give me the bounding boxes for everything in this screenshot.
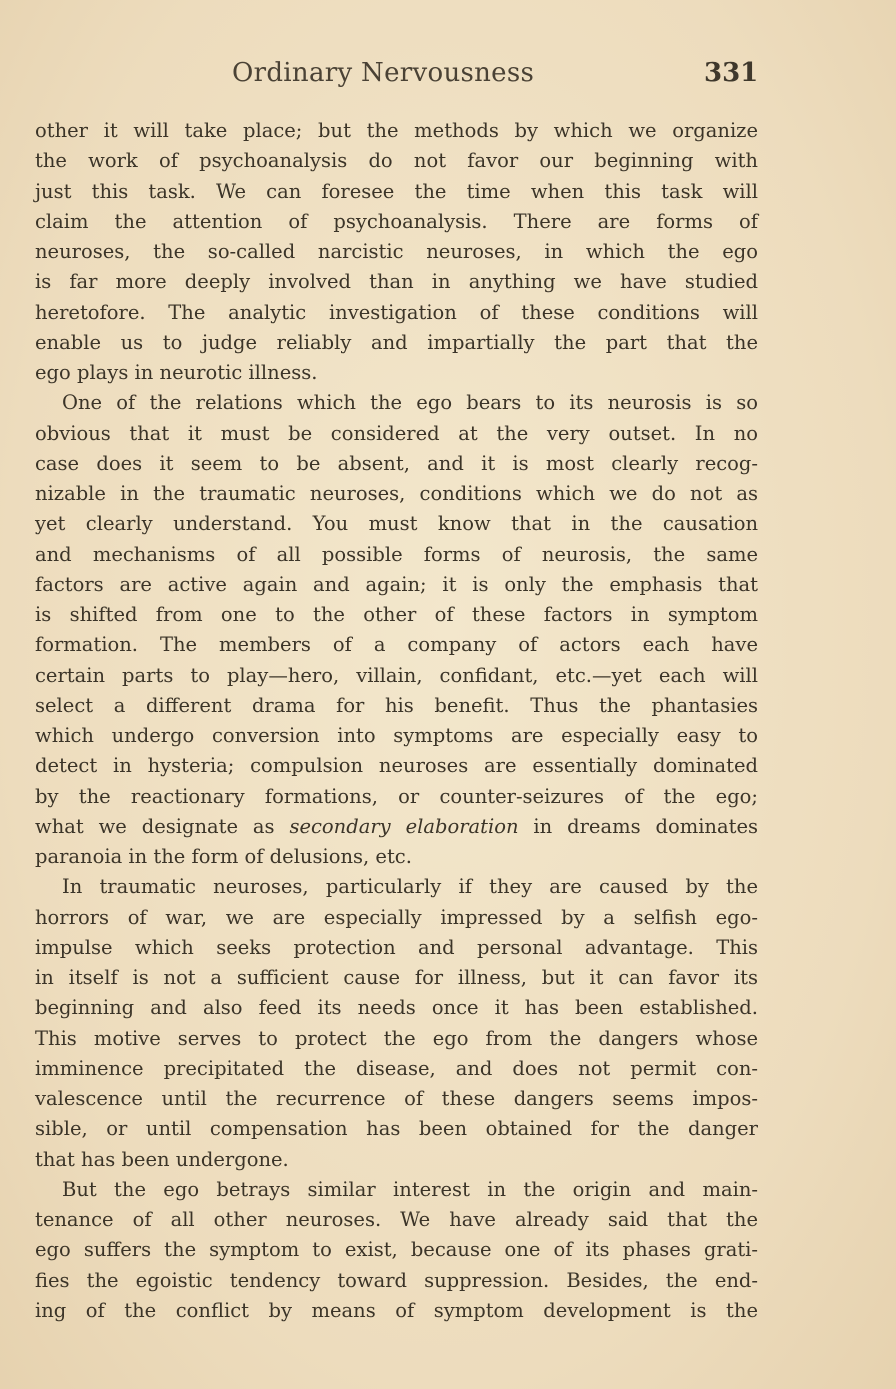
text-line: is shifted from one to the other of these factors in symptom <box>35 603 758 626</box>
text-line <box>35 812 758 842</box>
text-line: just this task. We can foresee the time when this task will <box>35 179 758 203</box>
text-line: which undergo conversion into symptoms are especially easy to <box>35 724 758 747</box>
text-line: sible, or until compensation has been obtained for the danger <box>35 1117 758 1141</box>
text-line: But the ego betrays similar interest in the origin and main- <box>62 1177 758 1201</box>
text-line: in itself is not a sufficient cause for illness, but it can favor its <box>35 966 758 989</box>
text-line: yet clearly understand. You must know that in the causation <box>35 512 758 536</box>
text-line: This motive serves to protect the ego from the dangers whose <box>35 1026 758 1050</box>
text-line: that has been undergone. <box>35 1147 289 1171</box>
text-line: nizable in the traumatic neuroses, conditions which we do not as <box>35 482 758 505</box>
text-line: enable us to judge reliably and impartially the part that the <box>35 330 758 354</box>
text-line: valescence until the recurrence of these dangers seems impos- <box>35 1087 758 1110</box>
text-line: ing of the conflict by means of symptom development is the <box>35 1298 758 1322</box>
text-segment: what we designate as <box>35 814 290 838</box>
text-line: beginning and also feed its needs once it has been established. <box>35 996 758 1020</box>
text-line: detect in hysteria; compulsion neuroses are essentially dominated <box>35 754 758 778</box>
text-line: other it will take place; but the methods by which we organize <box>35 119 758 142</box>
text-line: imminence precipitated the disease, and does not permit con- <box>35 1056 758 1080</box>
text-line: claim the attention of psychoanalysis. There are forms of <box>35 209 758 233</box>
text-line: select a different drama for his benefit. Thus the phantasies <box>35 693 758 717</box>
text-line: certain parts to play—hero, villain, confidant, etc.—yet each will <box>35 663 758 687</box>
text-line: ego suffers the symptom to exist, because one of its phases grati- <box>35 1238 758 1262</box>
page-number: 331 <box>704 58 759 88</box>
text-line: heretofore. The analytic investigation of these conditions will <box>35 300 758 324</box>
text-line: One of the relations which the ego bears to its neurosis is so <box>62 391 758 415</box>
text-line-content <box>35 815 758 838</box>
text-line: ego plays in neurotic illness. <box>35 361 318 384</box>
italic-phrase: secondary elaboration <box>289 814 519 838</box>
body-text <box>35 116 758 1326</box>
text-line: tenance of all other neuroses. We have already said that the <box>35 1208 758 1231</box>
text-line: case does it seem to be absent, and it is most clearly recog- <box>35 451 758 475</box>
text-line: In traumatic neuroses, particularly if they are caused by the <box>62 875 758 899</box>
text-line: by the reactionary formations, or counter-seizures of the ego; <box>35 784 758 808</box>
text-line: obvious that it must be considered at the very outset. In no <box>35 421 758 445</box>
text-line: formation. The members of a company of actors each have <box>35 633 758 657</box>
text-line: factors are active again and again; it is only the emphasis that <box>35 572 758 596</box>
text-line: horrors of war, we are especially impressed by a selfish ego- <box>35 905 758 929</box>
text-line: neuroses, the so-called narcistic neuroses, in which the ego <box>35 240 758 263</box>
text-segment: in dreams dominates <box>518 814 758 838</box>
text-line: is far more deeply involved than in anything we have studied <box>35 270 758 294</box>
text-line: impulse which seeks protection and personal advantage. This <box>35 935 758 959</box>
text-line: paranoia in the form of delusions, etc. <box>35 845 412 868</box>
text-line: and mechanisms of all possible forms of neurosis, the same <box>35 542 758 566</box>
running-title: Ordinary Nervousness <box>232 58 535 88</box>
page-header <box>0 58 896 98</box>
text-line: the work of psychoanalysis do not favor our beginning with <box>35 149 758 173</box>
text-line: fies the egoistic tendency toward suppression. Besides, the end- <box>35 1268 758 1292</box>
